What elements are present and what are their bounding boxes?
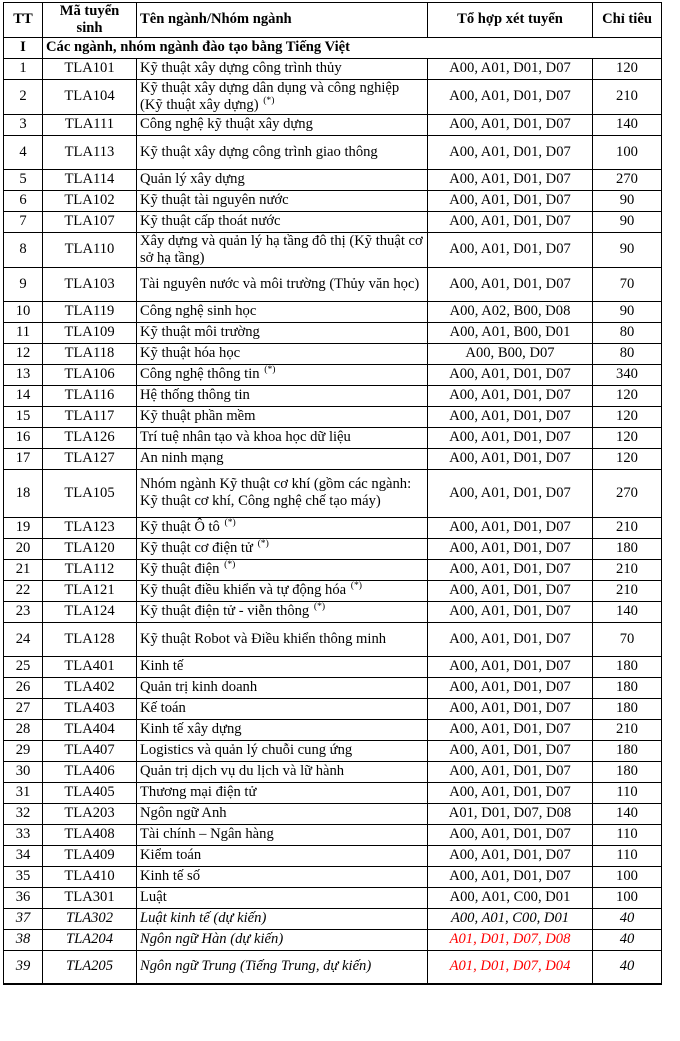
program-name [137, 406, 428, 427]
column-header-quota: Chỉ tiêu [593, 3, 662, 38]
row-index: 21 [4, 559, 43, 580]
row-index: 13 [4, 364, 43, 385]
row-index: 17 [4, 448, 43, 469]
program-code: TLA407 [43, 740, 137, 761]
program-quota: 100 [593, 135, 662, 169]
program-code: TLA117 [43, 406, 137, 427]
table-row [4, 406, 662, 427]
asterisk-note-icon: (*) [263, 94, 275, 106]
asterisk-note-icon: (*) [313, 601, 326, 613]
admission-combination: A00, A01, D01, D07 [428, 406, 593, 427]
admission-combination: A00, A01, D01, D07 [428, 427, 593, 448]
program-name [137, 190, 428, 211]
program-name-text: Tài chính – Ngân hàng [140, 826, 274, 843]
admission-combination: A00, A01, D01, D07 [428, 559, 593, 580]
program-name-text: Kiểm toán [140, 847, 202, 864]
admission-combination: A00, A01, D01, D07 [428, 845, 593, 866]
program-name-text: Kỹ thuật điện tử - viễn thông [140, 603, 310, 620]
program-code: TLA124 [43, 601, 137, 622]
asterisk-note-icon: (*) [350, 580, 362, 592]
row-index: 11 [4, 322, 43, 343]
row-index: 31 [4, 782, 43, 803]
program-name-text: An ninh mạng [140, 450, 224, 467]
program-name-text: Luật [140, 889, 167, 906]
table-row [4, 322, 662, 343]
table-row [4, 58, 662, 79]
program-name-text: Quản trị dịch vụ du lịch và lữ hành [140, 763, 345, 780]
row-index: 28 [4, 719, 43, 740]
admission-combination: A00, A01, D01, D07 [428, 169, 593, 190]
program-quota: 90 [593, 232, 662, 267]
table-row [4, 601, 662, 622]
admission-combination: A01, D01, D07, D04 [428, 950, 593, 984]
program-code: TLA203 [43, 803, 137, 824]
program-code: TLA102 [43, 190, 137, 211]
program-quota: 210 [593, 559, 662, 580]
table-row [4, 824, 662, 845]
row-index: 22 [4, 580, 43, 601]
table-row [4, 364, 662, 385]
program-name-text: Ngôn ngữ Trung (Tiếng Trung, dự kiến) [140, 958, 372, 975]
program-name [137, 385, 428, 406]
program-name [137, 677, 428, 698]
admission-combination: A00, A01, B00, D01 [428, 322, 593, 343]
program-name [137, 601, 428, 622]
program-code: TLA205 [43, 950, 137, 984]
program-name-text: Kỹ thuật điện [140, 561, 220, 578]
program-quota: 180 [593, 761, 662, 782]
program-name [137, 427, 428, 448]
program-name [137, 58, 428, 79]
program-code: TLA128 [43, 622, 137, 656]
admission-combination: A00, A01, D01, D07 [428, 538, 593, 559]
admission-combination: A00, A01, D01, D07 [428, 135, 593, 169]
program-quota: 100 [593, 866, 662, 887]
program-code: TLA107 [43, 211, 137, 232]
program-name-text: Trí tuệ nhân tạo và khoa học dữ liệu [140, 429, 351, 446]
row-index: 3 [4, 114, 43, 135]
table-row [4, 169, 662, 190]
table-row [4, 469, 662, 517]
admission-combination: A00, A01, D01, D07 [428, 656, 593, 677]
program-code: TLA104 [43, 79, 137, 114]
program-quota: 180 [593, 698, 662, 719]
row-index: 1 [4, 58, 43, 79]
row-index: 15 [4, 406, 43, 427]
admission-combination: A00, A01, D01, D07 [428, 79, 593, 114]
program-quota: 210 [593, 79, 662, 114]
program-code: TLA408 [43, 824, 137, 845]
program-quota: 270 [593, 169, 662, 190]
table-row [4, 761, 662, 782]
row-index: 18 [4, 469, 43, 517]
program-code: TLA103 [43, 267, 137, 301]
table-header [4, 3, 662, 38]
admission-combination: A00, A01, D01, D07 [428, 469, 593, 517]
table-row [4, 343, 662, 364]
table-row [4, 211, 662, 232]
program-quota: 100 [593, 887, 662, 908]
program-name-text: Kỹ thuật điều khiển và tự động hóa [140, 582, 347, 599]
program-name-text: Kỹ thuật phần mềm [140, 408, 256, 425]
program-name-text: Kế toán [140, 700, 186, 717]
program-quota: 210 [593, 719, 662, 740]
admission-combination: A00, A02, B00, D08 [428, 301, 593, 322]
row-index: 2 [4, 79, 43, 114]
program-name-text: Kỹ thuật xây dựng dân dụng và công nghiệp (Kỹ thuật xây dựng) [140, 79, 400, 113]
admission-combination: A00, A01, D01, D07 [428, 267, 593, 301]
table-row [4, 677, 662, 698]
admission-combination: A00, A01, D01, D07 [428, 698, 593, 719]
admission-combination: A00, A01, D01, D07 [428, 761, 593, 782]
program-name [137, 301, 428, 322]
program-name [137, 469, 428, 517]
admission-combination: A00, A01, D01, D07 [428, 190, 593, 211]
admission-combination: A00, B00, D07 [428, 343, 593, 364]
row-index: 32 [4, 803, 43, 824]
admission-combination: A00, A01, D01, D07 [428, 601, 593, 622]
program-quota: 180 [593, 677, 662, 698]
program-name-text: Hệ thống thông tin [140, 387, 250, 404]
admission-combination: A00, A01, D01, D07 [428, 824, 593, 845]
admission-combination: A00, A01, D01, D07 [428, 364, 593, 385]
row-index: 23 [4, 601, 43, 622]
program-name-text: Kỹ thuật xây dựng công trình thủy [140, 60, 342, 77]
program-name [137, 322, 428, 343]
table-body [4, 37, 662, 984]
program-code: TLA118 [43, 343, 137, 364]
program-code: TLA120 [43, 538, 137, 559]
row-index: 5 [4, 169, 43, 190]
table-row [4, 656, 662, 677]
program-quota: 120 [593, 58, 662, 79]
table-row [4, 622, 662, 656]
program-name [137, 782, 428, 803]
program-name [137, 580, 428, 601]
program-name-text: Kỹ thuật cấp thoát nước [140, 213, 281, 230]
program-name-text: Kỹ thuật xây dựng công trình giao thông [140, 143, 378, 160]
program-name-text: Kỹ thuật tài nguyên nước [140, 192, 289, 209]
program-quota: 270 [593, 469, 662, 517]
program-quota: 70 [593, 622, 662, 656]
program-code: TLA405 [43, 782, 137, 803]
program-quota: 90 [593, 301, 662, 322]
program-code: TLA301 [43, 887, 137, 908]
table-row [4, 908, 662, 929]
program-name-text: Xây dựng và quản lý hạ tầng đô thị (Kỹ thuật cơ sở hạ tầng) [140, 232, 423, 266]
row-index: 29 [4, 740, 43, 761]
table-row [4, 190, 662, 211]
admission-combination: A01, D01, D07, D08 [428, 803, 593, 824]
program-code: TLA302 [43, 908, 137, 929]
table-row [4, 135, 662, 169]
asterisk-note-icon: (*) [264, 364, 276, 376]
program-name [137, 538, 428, 559]
section-title: Các ngành, nhóm ngành đào tạo bằng Tiếng Việt [43, 37, 662, 58]
program-code: TLA110 [43, 232, 137, 267]
row-index: 36 [4, 887, 43, 908]
admission-combination: A01, D01, D07, D08 [428, 929, 593, 950]
table-row [4, 267, 662, 301]
program-quota: 210 [593, 517, 662, 538]
program-name [137, 740, 428, 761]
program-name [137, 622, 428, 656]
program-name [137, 232, 428, 267]
program-code: TLA403 [43, 698, 137, 719]
table-row [4, 887, 662, 908]
program-quota: 120 [593, 385, 662, 406]
program-name-text: Logistics và quản lý chuỗi cung ứng [140, 742, 353, 759]
row-index: 30 [4, 761, 43, 782]
table-row [4, 79, 662, 114]
program-quota: 40 [593, 929, 662, 950]
program-name-text: Quản lý xây dựng [140, 171, 245, 188]
program-quota: 140 [593, 601, 662, 622]
program-code: TLA111 [43, 114, 137, 135]
row-index: 26 [4, 677, 43, 698]
program-name-text: Kinh tế xây dựng [140, 721, 242, 738]
program-name [137, 448, 428, 469]
program-name [137, 887, 428, 908]
row-index: 35 [4, 866, 43, 887]
program-name-text: Tài nguyên nước và môi trường (Thủy văn học) [140, 275, 420, 292]
section-numeral: I [4, 37, 43, 58]
program-name-text: Kỹ thuật cơ điện tử [140, 540, 253, 557]
table-row [4, 719, 662, 740]
program-name-text: Kinh tế số [140, 868, 200, 885]
program-name [137, 517, 428, 538]
program-code: TLA204 [43, 929, 137, 950]
program-quota: 110 [593, 782, 662, 803]
program-name [137, 135, 428, 169]
program-code: TLA404 [43, 719, 137, 740]
admission-combination: A00, A01, C00, D01 [428, 887, 593, 908]
program-name [137, 761, 428, 782]
program-code: TLA112 [43, 559, 137, 580]
program-name [137, 211, 428, 232]
program-name [137, 950, 428, 984]
program-quota: 70 [593, 267, 662, 301]
program-code: TLA121 [43, 580, 137, 601]
column-header-code: Mã tuyển sinh [43, 3, 137, 38]
program-name [137, 719, 428, 740]
asterisk-note-icon: (*) [224, 559, 236, 571]
program-code: TLA114 [43, 169, 137, 190]
program-name [137, 343, 428, 364]
program-name [137, 559, 428, 580]
table-row [4, 538, 662, 559]
column-header-tt: TT [4, 3, 43, 38]
program-code: TLA113 [43, 135, 137, 169]
asterisk-note-icon: (*) [224, 517, 236, 529]
program-code: TLA106 [43, 364, 137, 385]
program-code: TLA410 [43, 866, 137, 887]
program-name-text: Kinh tế [140, 658, 184, 675]
table-row [4, 427, 662, 448]
row-index: 4 [4, 135, 43, 169]
row-index: 25 [4, 656, 43, 677]
program-name-text: Ngôn ngữ Hàn (dự kiến) [140, 931, 284, 948]
program-quota: 90 [593, 211, 662, 232]
program-name [137, 929, 428, 950]
column-header-combo: Tổ hợp xét tuyển [428, 3, 593, 38]
program-name-text: Ngôn ngữ Anh [140, 805, 227, 822]
admission-combination: A00, A01, D01, D07 [428, 448, 593, 469]
program-name-text: Quản trị kinh doanh [140, 679, 258, 696]
program-name [137, 169, 428, 190]
column-header-name: Tên ngành/Nhóm ngành [137, 3, 428, 38]
program-name-text: Kỹ thuật môi trường [140, 324, 260, 341]
admission-combination: A00, A01, D01, D07 [428, 719, 593, 740]
program-code: TLA116 [43, 385, 137, 406]
row-index: 8 [4, 232, 43, 267]
row-index: 16 [4, 427, 43, 448]
admission-combination: A00, A01, D01, D07 [428, 232, 593, 267]
program-code: TLA401 [43, 656, 137, 677]
admission-combination: A00, A01, D01, D07 [428, 677, 593, 698]
program-code: TLA406 [43, 761, 137, 782]
asterisk-note-icon: (*) [257, 538, 269, 550]
row-index: 9 [4, 267, 43, 301]
program-name [137, 824, 428, 845]
table-row [4, 517, 662, 538]
program-quota: 120 [593, 448, 662, 469]
program-name [137, 267, 428, 301]
program-name-text: Kỹ thuật Robot và Điều khiển thông minh [140, 630, 387, 647]
program-code: TLA126 [43, 427, 137, 448]
program-code: TLA119 [43, 301, 137, 322]
program-name [137, 908, 428, 929]
program-code: TLA109 [43, 322, 137, 343]
program-quota: 340 [593, 364, 662, 385]
program-quota: 180 [593, 656, 662, 677]
row-index: 14 [4, 385, 43, 406]
row-index: 38 [4, 929, 43, 950]
program-name-text: Kỹ thuật hóa học [140, 345, 241, 362]
program-quota: 120 [593, 427, 662, 448]
table-row [4, 803, 662, 824]
program-name [137, 656, 428, 677]
section-header-row [4, 37, 662, 58]
table-row [4, 301, 662, 322]
table-row [4, 845, 662, 866]
row-index: 20 [4, 538, 43, 559]
table-row [4, 114, 662, 135]
table-row [4, 929, 662, 950]
row-index: 33 [4, 824, 43, 845]
row-index: 7 [4, 211, 43, 232]
program-name-text: Công nghệ thông tin [140, 366, 260, 383]
row-index: 39 [4, 950, 43, 984]
table-row [4, 232, 662, 267]
admission-combination: A00, A01, D01, D07 [428, 782, 593, 803]
program-quota: 180 [593, 538, 662, 559]
program-name-text: Thương mại điện tử [140, 784, 257, 801]
row-index: 27 [4, 698, 43, 719]
program-quota: 40 [593, 950, 662, 984]
program-name [137, 364, 428, 385]
admission-combination: A00, A01, C00, D01 [428, 908, 593, 929]
table-row [4, 448, 662, 469]
program-quota: 110 [593, 845, 662, 866]
table-row [4, 782, 662, 803]
admission-combination: A00, A01, D01, D07 [428, 114, 593, 135]
admission-combination: A00, A01, D01, D07 [428, 622, 593, 656]
table-row [4, 559, 662, 580]
program-name-text: Nhóm ngành Kỹ thuật cơ khí (gồm các ngành: Kỹ thuật cơ khí, Công nghệ chế tạo máy) [140, 476, 412, 510]
program-code: TLA402 [43, 677, 137, 698]
program-name [137, 79, 428, 114]
program-code: TLA127 [43, 448, 137, 469]
table-row [4, 740, 662, 761]
admission-combination: A00, A01, D01, D07 [428, 740, 593, 761]
program-quota: 90 [593, 190, 662, 211]
program-code: TLA101 [43, 58, 137, 79]
table-row [4, 385, 662, 406]
program-name [137, 866, 428, 887]
row-index: 37 [4, 908, 43, 929]
program-name-text: Kỹ thuật Ô tô [140, 519, 220, 536]
admission-combination: A00, A01, D01, D07 [428, 58, 593, 79]
program-quota: 80 [593, 343, 662, 364]
admission-combination: A00, A01, D01, D07 [428, 211, 593, 232]
admission-combination: A00, A01, D01, D07 [428, 580, 593, 601]
row-index: 34 [4, 845, 43, 866]
program-quota: 80 [593, 322, 662, 343]
admission-combination: A00, A01, D01, D07 [428, 517, 593, 538]
program-quota: 180 [593, 740, 662, 761]
program-quota: 210 [593, 580, 662, 601]
table-row [4, 698, 662, 719]
program-quota: 140 [593, 114, 662, 135]
row-index: 6 [4, 190, 43, 211]
program-code: TLA105 [43, 469, 137, 517]
program-name [137, 698, 428, 719]
admission-combination: A00, A01, D01, D07 [428, 866, 593, 887]
program-quota: 140 [593, 803, 662, 824]
program-name-text: Công nghệ kỹ thuật xây dựng [140, 116, 313, 133]
admission-combination: A00, A01, D01, D07 [428, 385, 593, 406]
program-quota: 40 [593, 908, 662, 929]
program-name [137, 803, 428, 824]
table-row [4, 950, 662, 984]
row-index: 12 [4, 343, 43, 364]
admissions-program-table [3, 2, 662, 985]
table-row [4, 580, 662, 601]
header-row [4, 3, 662, 38]
program-name [137, 114, 428, 135]
table-row [4, 866, 662, 887]
program-name [137, 845, 428, 866]
row-index: 19 [4, 517, 43, 538]
program-name-text: Công nghệ sinh học [140, 303, 257, 320]
row-index: 24 [4, 622, 43, 656]
program-quota: 120 [593, 406, 662, 427]
program-name-text: Luật kinh tế (dự kiến) [140, 910, 267, 927]
program-quota: 110 [593, 824, 662, 845]
row-index: 10 [4, 301, 43, 322]
program-code: TLA409 [43, 845, 137, 866]
program-code: TLA123 [43, 517, 137, 538]
